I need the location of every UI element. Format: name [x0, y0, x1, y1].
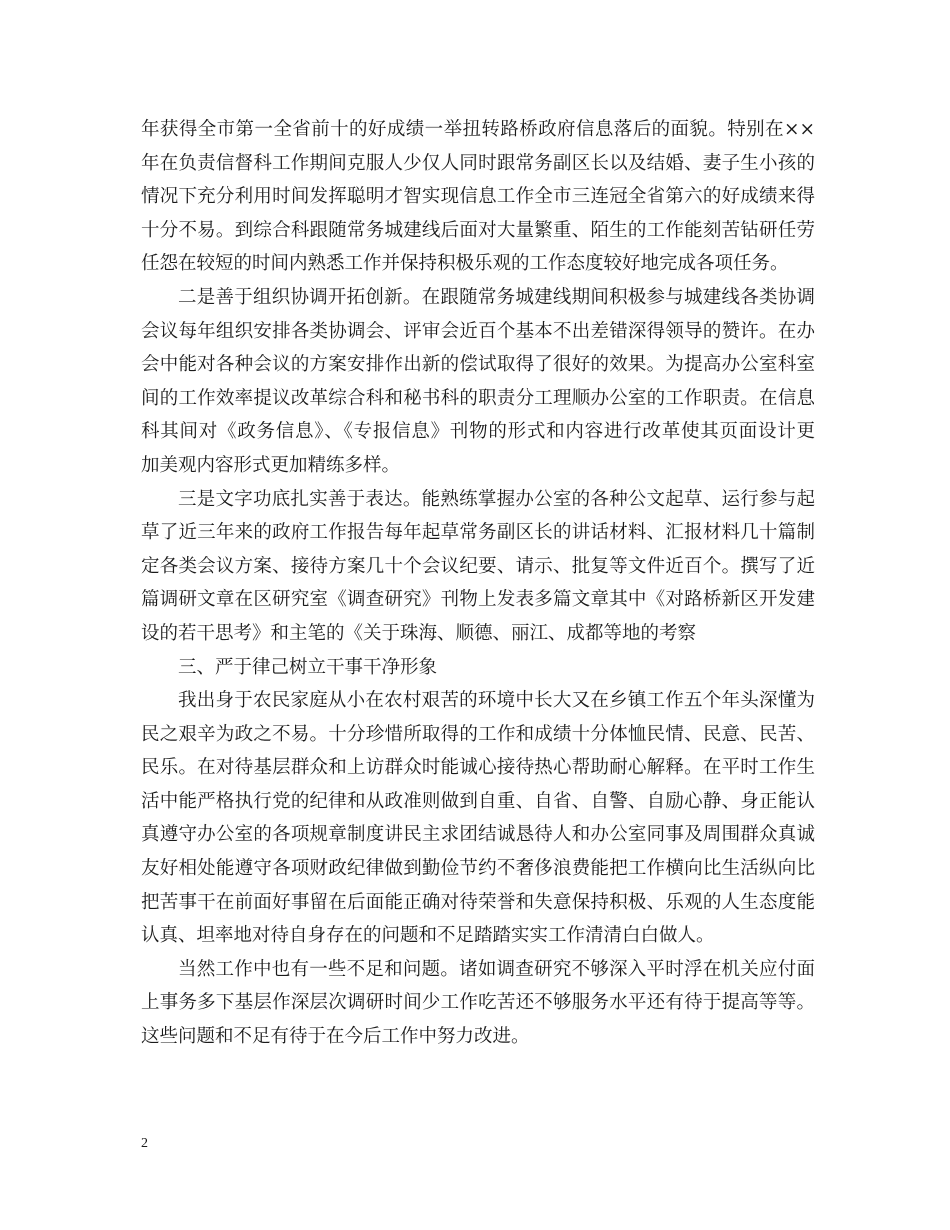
- text-line: 十分不易。到综合科跟随常务城建线后面对大量繁重、陌生的工作能刻苦钻研任劳: [141, 219, 815, 241]
- text-line: 会议每年组织安排各类协调会、评审会近百个基本不出差错深得领导的赞许。在办: [141, 320, 815, 342]
- text-line: 认真、坦率地对待自身存在的问题和不足踏踏实实工作清清白白做人。: [141, 925, 715, 947]
- document-body: [141, 113, 815, 1054]
- text-line: 会中能对各种会议的方案安排作出新的偿试取得了很好的效果。为提高办公室科室: [141, 354, 815, 376]
- text-line: 年获得全市第一全省前十的好成绩一举扭转路桥政府信息落后的面貌。特别在××: [141, 119, 815, 140]
- text-line: 间的工作效率提议改革综合科和秘书科的职责分工理顺办公室的工作职责。在信息: [141, 387, 815, 409]
- text-line: 任怨在较短的时间内熟悉工作并保持积极乐观的工作态度较好地完成各项任务。: [141, 253, 789, 275]
- text-line: 这些问题和不足有待于在今后工作中努力改进。: [141, 1026, 530, 1048]
- text-line: 年在负责信督科工作期间克服人少仅人同时跟常务副区长以及结婚、妻子生小孩的: [141, 152, 815, 174]
- text-line: 上事务多下基层作深层次调研时间少工作吃苦还不够服务水平还有待于提高等等。: [141, 992, 815, 1014]
- text-line: 科其间对《政务信息》、《专报信息》刊物的形式和内容进行改革使其页面设计更: [141, 421, 815, 443]
- page-number: 2: [141, 1136, 148, 1151]
- text-line: 当然工作中也有一些不足和问题。诸如调查研究不够深入平时浮在机关应付面: [178, 958, 815, 980]
- text-line: 我出身于农民家庭从小在农村艰苦的环境中长大又在乡镇工作五个年头深懂为: [178, 690, 815, 712]
- text-line: 民乐。在对待基层群众和上访群众时能诚心接待热心帮助耐心解释。在平时工作生: [141, 757, 815, 779]
- text-line: 加美观内容形式更加精练多样。: [141, 454, 401, 476]
- text-line: 草了近三年来的政府工作报告每年起草常务副区长的讲话材料、汇报材料几十篇制: [141, 522, 815, 544]
- text-line: 篇调研文章在区研究室《调查研究》刊物上发表多篇文章其中《对路桥新区开发建: [141, 589, 815, 611]
- text-line: 二是善于组织协调开拓创新。在跟随常务城建线期间积极参与城建线各类协调: [178, 286, 815, 308]
- text-line: 情况下充分利用时间发挥聪明才智实现信息工作全市三连冠全省第六的好成绩来得: [141, 186, 815, 208]
- text-line: 把苦事干在前面好事留在后面能正确对待荣誉和失意保持积极、乐观的人生态度能: [141, 891, 815, 913]
- text-line: 活中能严格执行党的纪律和从政准则做到自重、自省、自警、自励心静、身正能认: [141, 790, 815, 812]
- text-line: 三是文字功底扎实善于表达。能熟练掌握办公室的各种公文起草、运行参与起: [178, 488, 815, 510]
- text-line: 民之艰辛为政之不易。十分珍惜所取得的工作和成绩十分体恤民情、民意、民苦、: [141, 723, 815, 745]
- text-line: 定各类会议方案、接待方案几十个会议纪要、请示、批复等文件近百个。撰写了近: [141, 555, 815, 577]
- text-line: 三、严于律己树立干事干净形象: [178, 656, 438, 678]
- text-line: 真遵守办公室的各项规章制度讲民主求团结诚恳待人和办公室同事及周围群众真诚: [141, 824, 815, 846]
- text-line: 友好相处能遵守各项财政纪律做到勤俭节约不奢侈浪费能把工作横向比生活纵向比: [141, 858, 815, 880]
- text-line: 设的若干思考》和主笔的《关于珠海、顺德、丽江、成都等地的考察: [141, 622, 697, 644]
